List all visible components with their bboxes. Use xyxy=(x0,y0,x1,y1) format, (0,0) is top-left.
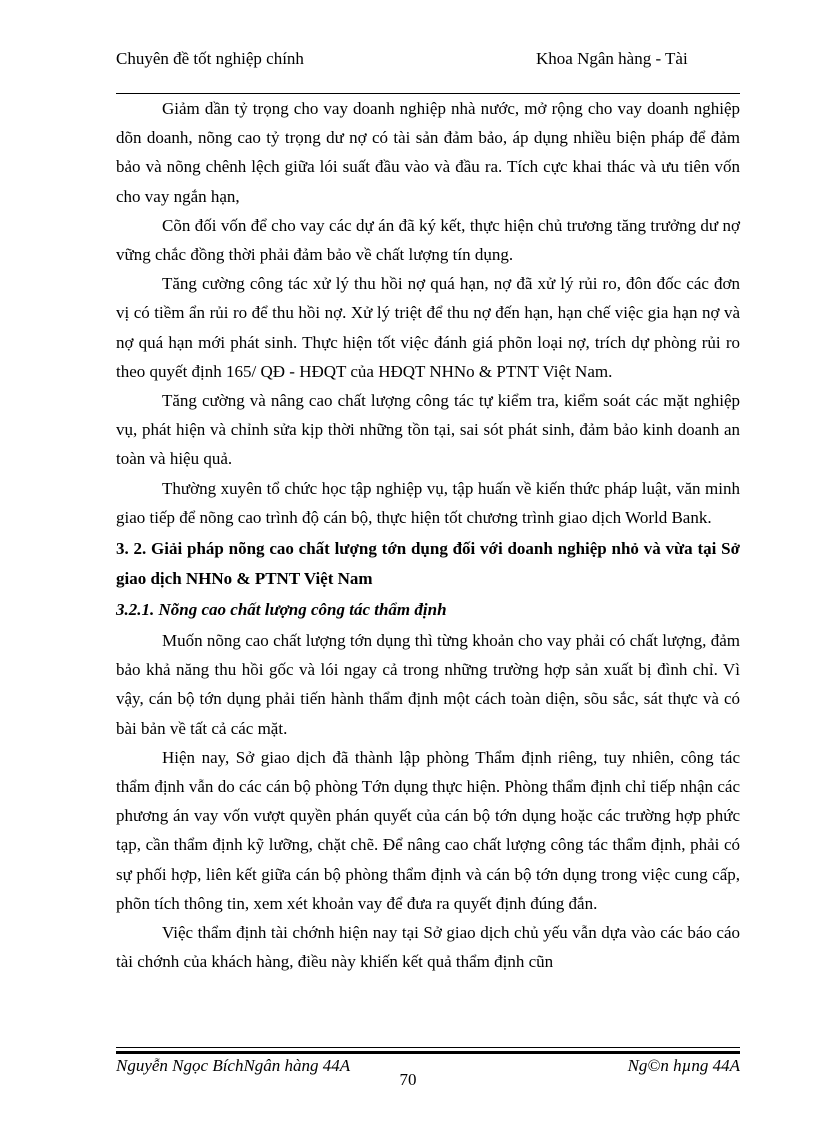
header-document-title: Chuyên đề tốt nghiệp chính xyxy=(116,49,304,68)
header-faculty: Khoa Ngân hàng - Tài xyxy=(536,49,688,68)
body-paragraph: Giảm dần tỷ trọng cho vay doanh nghiệp nhà nước, mở rộng cho vay doanh nghiệp dõn doanh, nõng cao tỷ trọng dư nợ có tài sản đảm bảo, áp dụng nhiều biện pháp để đảm bảo và nõng chênh lệch giữa lói suất đầu vào và đầu ra. Tích cực khai thác và ưu tiên vốn cho vay ngắn hạn, xyxy=(116,99,740,206)
page-number: 70 xyxy=(399,1070,417,1089)
page-header xyxy=(116,48,740,92)
footer-class: Ng©n hµng 44A xyxy=(627,1056,740,1075)
body-paragraph: Thường xuyên tổ chức học tập nghiệp vụ, tập huấn về kiến thức pháp luật, văn minh giao tiếp để nõng cao trình độ cán bộ, thực hiện tốt chương trình giao dịch World Bank. xyxy=(116,478,740,527)
body-paragraph: Tăng cường công tác xử lý thu hồi nợ quá hạn, nợ đã xử lý rủi ro, đôn đốc các đơn vị có tiềm ẩn rủi ro để thu hồi nợ. Xử lý triệt để thu nợ đến hạn, hạn chế việc gia hạn nợ và nợ quá hạn mới phát sinh. Thực hiện tốt việc đánh giá phõn loại nợ, trích dự phòng rủi ro theo quyết định 165/ QĐ - HĐQT của HĐQT NHNo & PTNT Việt Nam. xyxy=(116,274,740,381)
footer-divider-thick xyxy=(116,1051,740,1054)
footer-author: Nguyễn Ngọc BíchNgân hàng 44A xyxy=(116,1056,351,1075)
footer-divider-thin xyxy=(116,1047,740,1048)
page-body xyxy=(116,94,740,976)
body-paragraph: Cõn đối vốn để cho vay các dự án đã ký kết, thực hiện chủ trương tăng trưởng dư nợ vững chắc đồng thời phải đảm bảo về chất lượng tín dụng. xyxy=(116,215,740,265)
section-heading: 3. 2. Giải pháp nõng cao chất lượng tớn dụng đối với doanh nghiệp nhỏ và vừa tại Sở giao dịch NHNo & PTNT Việt Nam xyxy=(116,539,740,589)
body-paragraph: Tăng cường và nâng cao chất lượng công tác tự kiểm tra, kiểm soát các mặt nghiệp vụ, phát hiện và chỉnh sửa kịp thời những tồn tại, sai sót phát sinh, đảm bảo kinh doanh an toàn và hiệu quả. xyxy=(116,391,740,469)
subsection-heading: 3.2.1. Nõng cao chất lượng công tác thẩm định xyxy=(116,600,447,620)
body-paragraph: Hiện nay, Sở giao dịch đã thành lập phòng Thẩm định riêng, tuy nhiên, công tác thẩm định vẫn do các cán bộ phòng Tớn dụng thực hiện. Phòng thẩm định chỉ tiếp nhận các phương án vay vốn vượt quyền phán quyết của cán bộ tớn dụng hoặc các trường hợp phức tạp, cần thẩm định kỹ lưỡng, chặt chẽ. Để nâng cao chất lượng công tác thẩm định, phải có sự phối hợp, liên kết giữa cán bộ phòng thẩm định và cán bộ tớn dụng trong việc cung cấp, phõn tích thông tin, xem xét khoản vay để đưa ra quyết định đúng đắn. xyxy=(116,747,740,913)
body-paragraph: Việc thẩm định tài chớnh hiện nay tại Sở giao dịch chủ yếu vẫn dựa vào các báo cáo tài chớnh của khách hàng, điều này khiến kết quả thẩm định cũn xyxy=(116,923,740,972)
body-paragraph: Muốn nõng cao chất lượng tớn dụng thì từng khoản cho vay phải có chất lượng, đảm bảo khả năng thu hồi gốc và lói ngay cả trong những trường hợp sản xuất bị đình chỉ. Vì vậy, cán bộ tớn dụng phải tiến hành thẩm định một cách toàn diện, sõu sắc, sát thực và có bài bản về tất cả các mặt. xyxy=(116,631,740,738)
